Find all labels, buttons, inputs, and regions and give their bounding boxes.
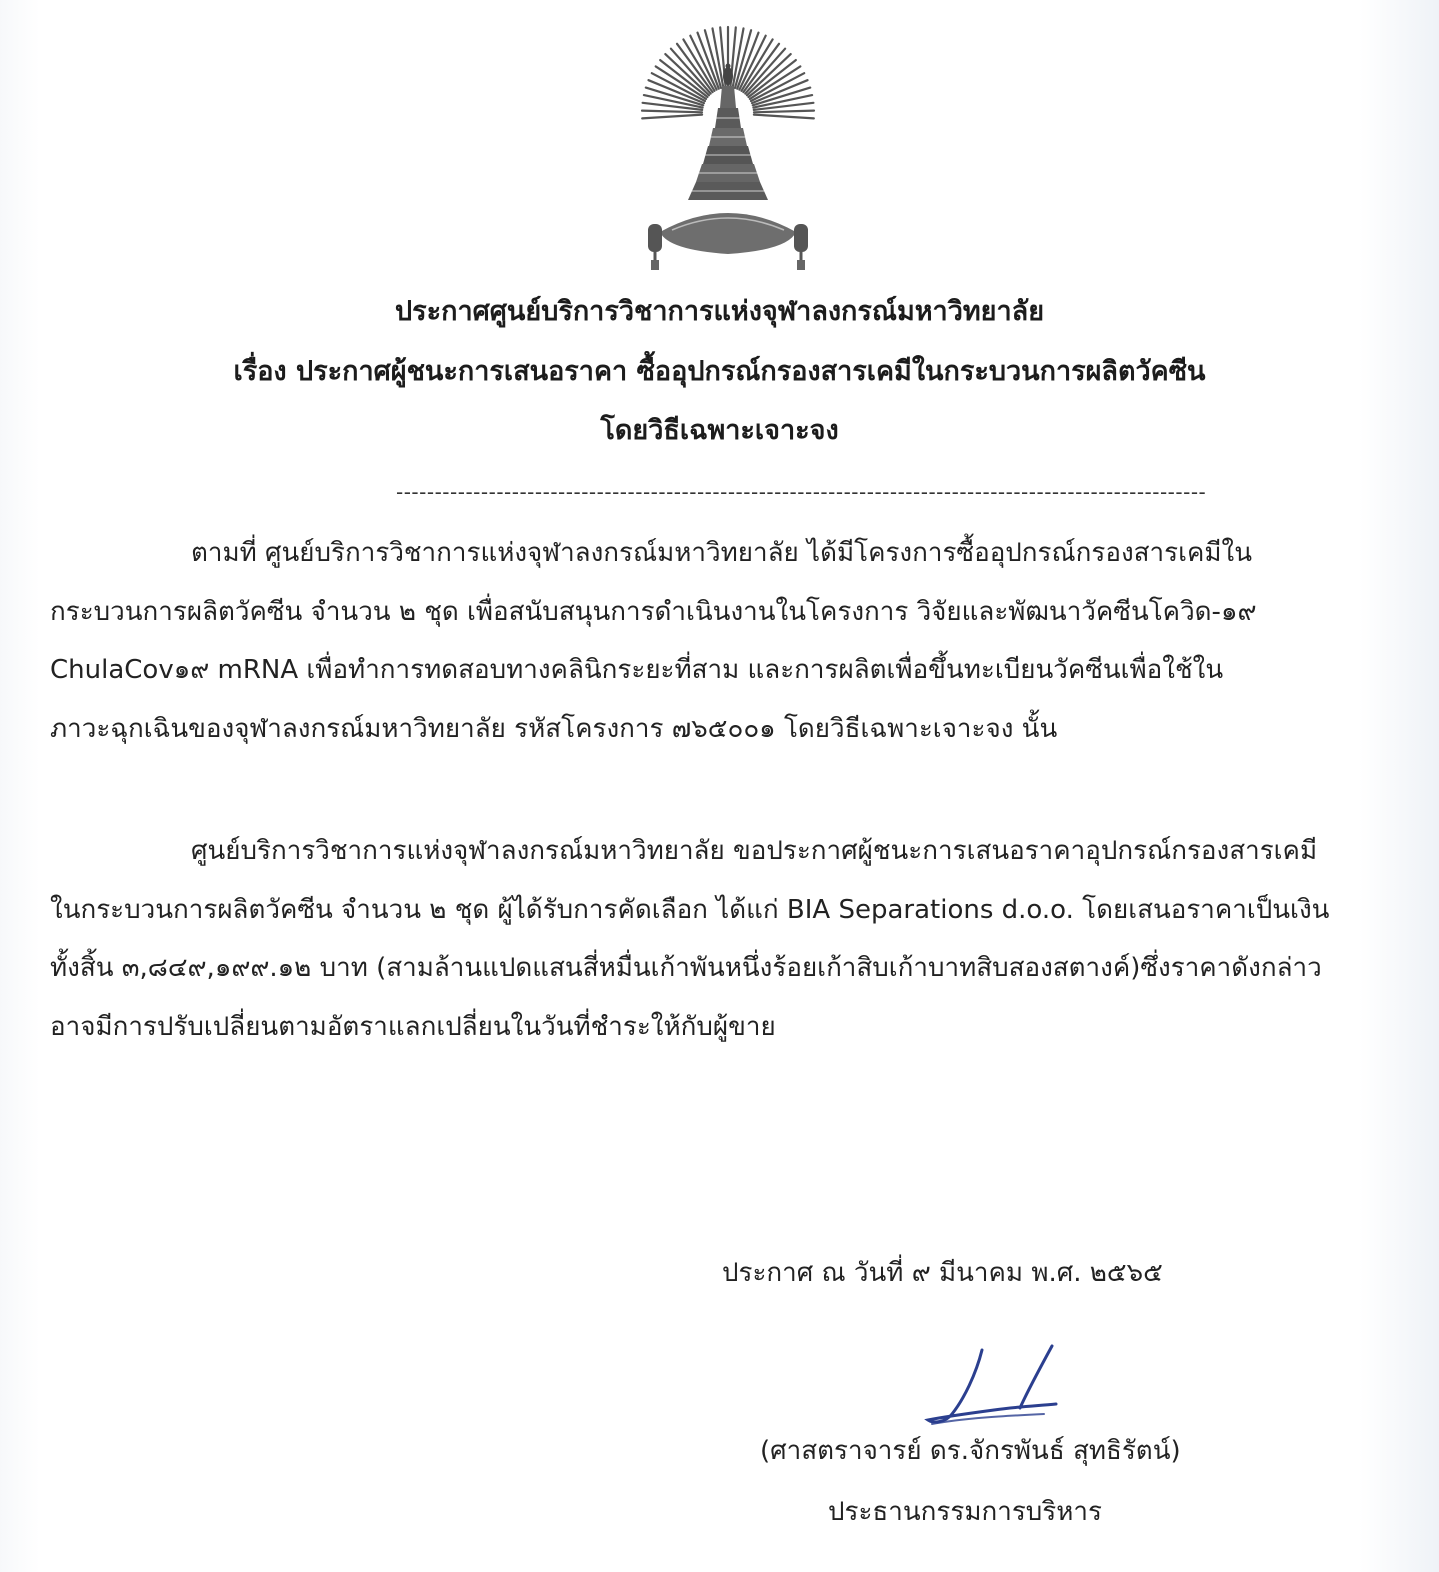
paragraph-line: ในกระบวนการผลิตวัคซีน จำนวน ๒ ชุด ผู้ได้รับการคัดเลือก ได้แก่ BIA Separations d.o.o. โดยเสนอราคาเป็นเงิน bbox=[50, 894, 1330, 925]
announcement-date: ประกาศ ณ วันที่ ๙ มีนาคม พ.ศ. ๒๕๖๕ bbox=[722, 1258, 1163, 1288]
paragraph-line: ศูนย์บริการวิชาการแห่งจุฬาลงกรณ์มหาวิทยาลัย ขอประกาศผู้ชนะการเสนอราคาอุปกรณ์กรองสารเคมี bbox=[191, 836, 1318, 866]
paragraph-winner bbox=[50, 829, 1390, 1063]
title-separator: --------------------------------------------------------------------------------------------------------- bbox=[396, 480, 1207, 504]
scan-shading-right bbox=[1359, 0, 1439, 1572]
scan-shading-left bbox=[0, 0, 40, 1572]
paragraph-line: กระบวนการผลิตวัคซีน จำนวน ๒ ชุด เพื่อสนับสนุนการดำเนินงานในโครงการ วิจัยและพัฒนาวัคซีนโควิด-๑๙ bbox=[50, 596, 1257, 627]
paragraph-line: ภาวะฉุกเฉินของจุฬาลงกรณ์มหาวิทยาลัย รหัสโครงการ ๗๖๕๐๐๑ โดยวิธีเฉพาะเจาะจง นั้น bbox=[50, 713, 1058, 744]
announcement-title: ประกาศศูนย์บริการวิชาการแห่งจุฬาลงกรณ์มหาวิทยาลัย bbox=[394, 296, 1045, 327]
paragraph-line: ChulaCov๑๙ mRNA เพื่อทำการทดสอบทางคลินิกระยะที่สาม และการผลิตเพื่อขึ้นทะเบียนวัคซีนเพื่อใช้ใน bbox=[50, 655, 1224, 685]
paragraph-line: อาจมีการปรับเปลี่ยนตามอัตราแลกเปลี่ยนในวันที่ชำระให้กับผู้ขาย bbox=[50, 1011, 776, 1042]
signature-icon bbox=[924, 1344, 1064, 1432]
signer-name: (ศาสตราจารย์ ดร.จักรพันธ์ สุทธิรัตน์) bbox=[760, 1436, 1181, 1466]
university-emblem-icon bbox=[638, 18, 818, 276]
announcement-method: โดยวิธีเฉพาะเจาะจง bbox=[600, 415, 839, 446]
paragraph-line: ตามที่ ศูนย์บริการวิชาการแห่งจุฬาลงกรณ์มหาวิทยาลัย ได้มีโครงการซื้ออุปกรณ์กรองสารเคมีใน bbox=[191, 538, 1252, 568]
paragraph-line: ทั้งสิ้น ๓,๘๔๙,๑๙๙.๑๒ บาท (สามล้านแปดแสนสี่หมื่นเก้าพันหนึ่งร้อยเก้าสิบเก้าบาทสิบสองสตางค์)ซึ่งราคาดังกล่าว bbox=[50, 953, 1322, 983]
signer-title: ประธานกรรมการบริหาร bbox=[828, 1497, 1102, 1527]
paragraph-background bbox=[50, 531, 1390, 765]
announcement-subject: เรื่อง ประกาศผู้ชนะการเสนอราคา ซื้ออุปกรณ์กรองสารเคมีในกระบวนการผลิตวัคซีน bbox=[233, 356, 1206, 387]
